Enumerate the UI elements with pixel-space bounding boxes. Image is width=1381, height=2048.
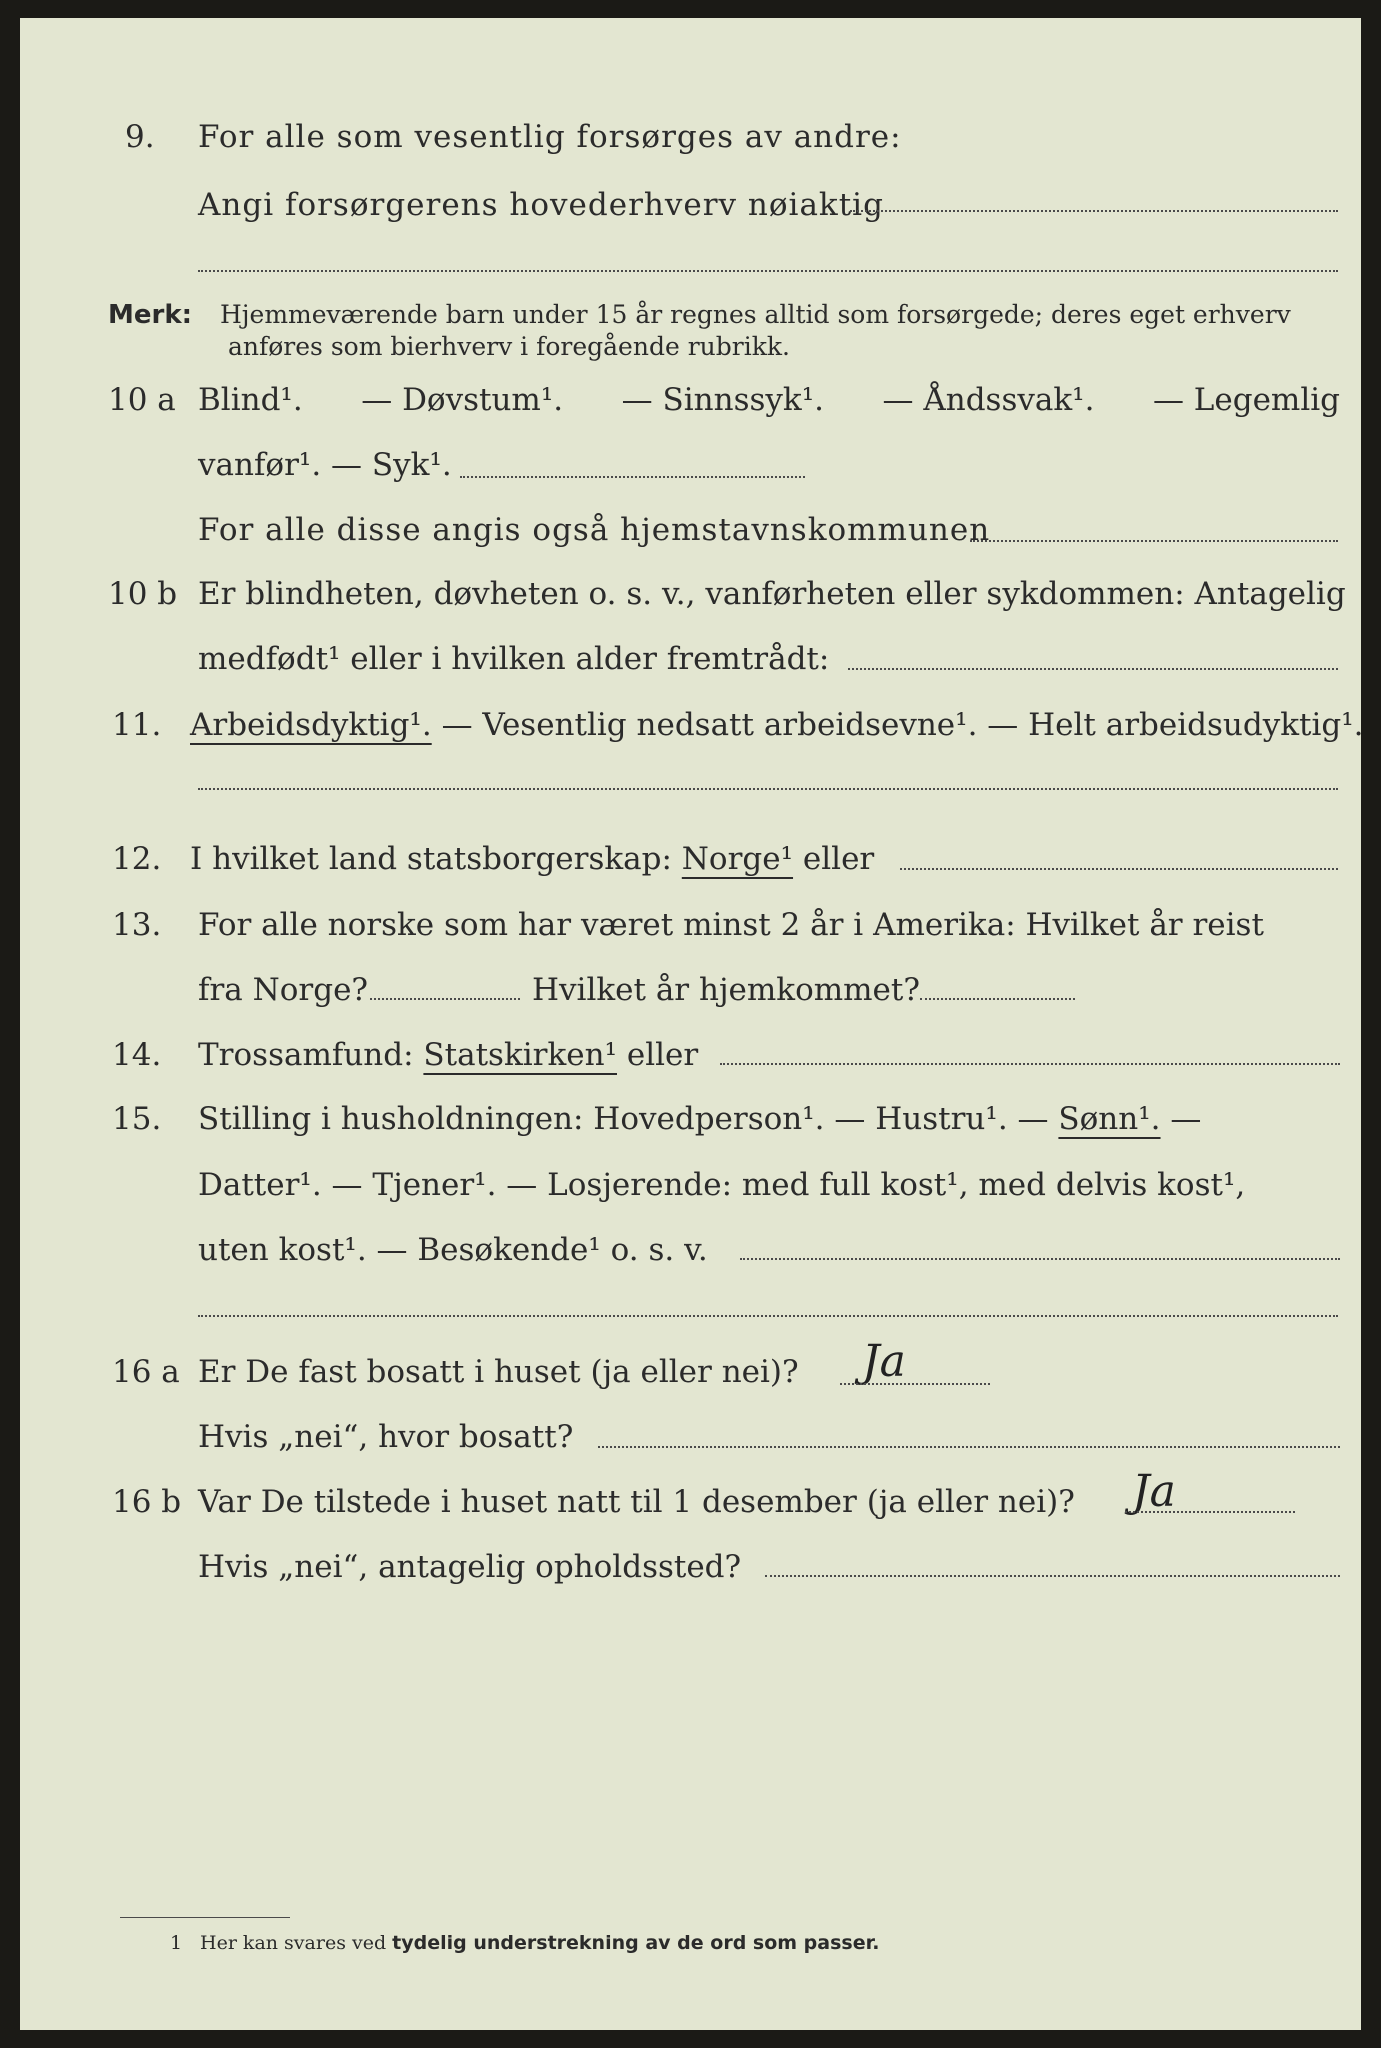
q15-line1 <box>198 1100 1201 1138</box>
census-form-page <box>20 18 1364 2030</box>
q16b-line2: Hvis „nei“, antagelig opholdssted? <box>198 1549 742 1585</box>
q14-eller: eller <box>626 1037 699 1073</box>
footnote-text-b: tydelig understrekning av de ord som passer. <box>392 1932 880 1954</box>
q15-line1-text: Stilling i husholdningen: Hovedperson¹. — Hustru¹. — <box>198 1101 1049 1137</box>
q10a-option-dovstum: — Døvstum¹. <box>361 382 564 418</box>
q14-option-statskirken-underlined: Statskirken¹ <box>423 1037 617 1073</box>
q14-answer-line[interactable] <box>720 1063 1340 1065</box>
merk-line2: anføres som bierhverv i foregående rubrikk. <box>228 332 790 361</box>
q16b-number: 16 b <box>112 1484 182 1520</box>
q12-answer-line[interactable] <box>900 868 1338 870</box>
q9-line1: For alle som vesentlig forsørges av andre: <box>198 119 902 155</box>
q15-answer-line[interactable] <box>740 1258 1340 1260</box>
q9-answer-line[interactable] <box>850 210 1338 212</box>
q12-line <box>190 840 874 878</box>
q10a-syk-answer-line[interactable] <box>460 476 805 478</box>
q10a-line1 <box>198 381 1340 419</box>
q13-line1: For alle norske som har været minst 2 år i Amerika: Hvilket år reist <box>198 907 1264 943</box>
q15-number: 15. <box>112 1101 162 1137</box>
q14-line <box>198 1036 698 1074</box>
q13-hjemkommet-answer-line[interactable] <box>920 998 1075 1000</box>
q12-eller: eller <box>802 841 875 877</box>
q16a-number: 16 a <box>112 1354 180 1390</box>
q11-option-arbeidsdyktig-underlined: Arbeidsdyktig¹. <box>190 707 432 743</box>
q15-line2: Datter¹. — Tjener¹. — Losjerende: med full kost¹, med delvis kost¹, <box>198 1167 1246 1203</box>
q16b-line1: Var De tilstede i huset natt til 1 desember (ja eller nei)? <box>198 1484 1075 1520</box>
q10a-option-sinnssyk: — Sinnssyk¹. <box>621 382 824 418</box>
q10a-option-andssvak: — Åndssvak¹. <box>882 382 1095 418</box>
q13-line2b: Hvilket år hjemkommet? <box>532 972 920 1008</box>
q12-option-norge-underlined: Norge¹ <box>681 841 794 877</box>
q9-continuation-line[interactable] <box>198 270 1338 272</box>
q10b-number: 10 b <box>108 576 178 612</box>
q9-number: 9. <box>125 119 155 155</box>
q13-reist-answer-line[interactable] <box>370 998 520 1000</box>
q15-line3: uten kost¹. — Besøkende¹ o. s. v. <box>198 1232 708 1268</box>
q11-other-options: — Vesentlig nedsatt arbeidsevne¹. — Helt arbeidsudyktig¹. <box>441 707 1364 743</box>
q15-continuation-line[interactable] <box>198 1315 1338 1317</box>
q14-number: 14. <box>112 1037 162 1073</box>
q16a-answer-line[interactable] <box>840 1383 990 1385</box>
q16a-line2: Hvis „nei“, hvor bosatt? <box>198 1419 574 1455</box>
q11-number: 11. <box>112 707 162 743</box>
q13-line2a: fra Norge? <box>198 972 369 1008</box>
q16b-handwritten-answer[interactable]: Ja <box>1132 1466 1176 1517</box>
footnote-mark: 1 <box>170 1932 183 1954</box>
q10b-answer-line[interactable] <box>848 668 1338 670</box>
q10a-line2: vanfør¹. — Syk¹. <box>198 447 452 483</box>
q10a-line3: For alle disse angis også hjemstavnskommunen <box>198 512 991 548</box>
q11-line1 <box>190 706 1364 744</box>
q9-line2: Angi forsørgerens hovederhverv nøiaktig <box>198 187 884 223</box>
footnote-text-a: Her kan svares ved <box>200 1932 387 1954</box>
q12-question: I hvilket land statsborgerskap: <box>190 841 672 877</box>
q13-number: 13. <box>112 907 162 943</box>
q16b-opholdssted-answer-line[interactable] <box>765 1575 1340 1577</box>
q10a-option-legemlig: — Legemlig <box>1152 382 1340 418</box>
merk-line1: Hjemmeværende barn under 15 år regnes alltid som forsørgede; deres eget erhverv <box>220 300 1291 329</box>
q10a-kommune-answer-line[interactable] <box>970 540 1338 542</box>
q16b-answer-line[interactable] <box>1125 1511 1295 1513</box>
q11-continuation-line[interactable] <box>198 788 1338 790</box>
q14-question: Trossamfund: <box>198 1037 414 1073</box>
q15-option-sonn-underlined: Sønn¹. <box>1058 1101 1161 1137</box>
footnote-separator <box>120 1917 290 1918</box>
q10b-line1: Er blindheten, døvheten o. s. v., vanførheten eller sykdommen: Antagelig <box>198 576 1346 612</box>
q16a-bosatt-answer-line[interactable] <box>598 1446 1340 1448</box>
footnote-text <box>200 1924 879 1962</box>
q10b-line2: medfødt¹ eller i hvilken alder fremtrådt: <box>198 641 830 677</box>
q10a-option-blind: Blind¹. <box>198 382 303 418</box>
q10a-number: 10 a <box>108 382 176 418</box>
q16a-line1: Er De fast bosatt i huset (ja eller nei)? <box>198 1354 799 1390</box>
q16a-handwritten-answer[interactable]: Ja <box>862 1336 906 1387</box>
q12-number: 12. <box>112 841 162 877</box>
q15-line1-dash: — <box>1170 1101 1202 1137</box>
merk-label: Merk: <box>108 300 193 330</box>
